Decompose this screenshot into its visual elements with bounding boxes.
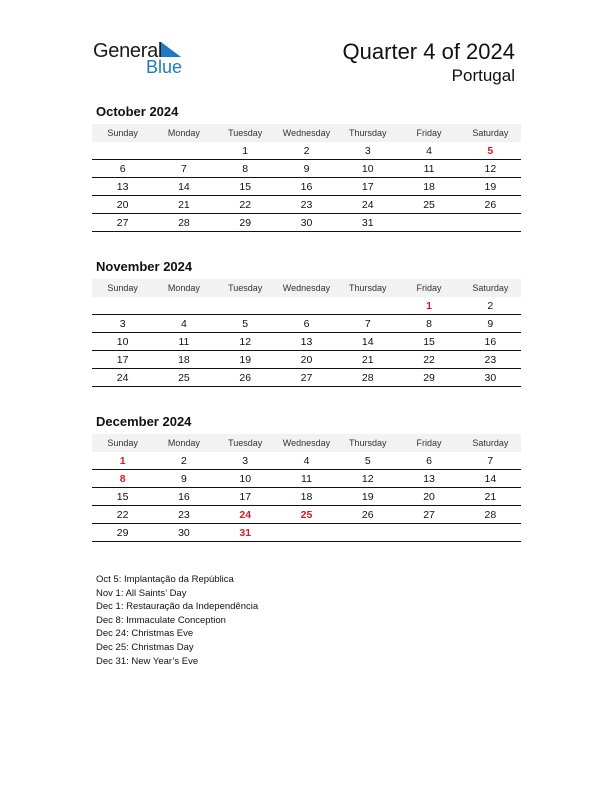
weekday-header: Sunday <box>92 434 153 452</box>
day-cell: 27 <box>92 214 153 232</box>
holiday-day-cell: 31 <box>215 524 276 542</box>
weekday-header: Friday <box>398 279 459 297</box>
holiday-notes <box>96 573 258 668</box>
weekday-header: Thursday <box>337 124 398 142</box>
day-cell: 13 <box>276 333 337 351</box>
logo-triangle-icon <box>161 42 181 57</box>
week-row <box>92 506 521 524</box>
day-cell: 9 <box>276 160 337 178</box>
day-cell: 22 <box>92 506 153 524</box>
country-name: Portugal <box>451 66 515 85</box>
day-cell: 30 <box>460 369 521 387</box>
month-title: October 2024 <box>96 104 179 119</box>
holiday-day-cell: 1 <box>92 452 153 470</box>
day-cell: 19 <box>460 178 521 196</box>
empty-cell <box>460 524 521 542</box>
empty-cell <box>337 297 398 315</box>
holiday-note: Dec 24: Christmas Eve <box>96 628 194 640</box>
day-cell: 4 <box>398 142 459 160</box>
day-cell: 30 <box>153 524 214 542</box>
day-cell: 7 <box>460 452 521 470</box>
week-row <box>92 333 521 351</box>
weekday-header: Friday <box>398 124 459 142</box>
week-row <box>92 470 521 488</box>
day-cell: 27 <box>276 369 337 387</box>
week-row <box>92 369 521 387</box>
week-row <box>92 196 521 214</box>
day-cell: 15 <box>92 488 153 506</box>
day-cell: 3 <box>215 452 276 470</box>
holiday-note: Nov 1: All Saints’ Day <box>96 587 187 599</box>
day-cell: 23 <box>153 506 214 524</box>
weekday-header: Monday <box>153 279 214 297</box>
day-cell: 21 <box>337 351 398 369</box>
day-cell: 4 <box>276 452 337 470</box>
weekday-header: Wednesday <box>276 434 337 452</box>
day-cell: 20 <box>276 351 337 369</box>
day-cell: 11 <box>153 333 214 351</box>
day-cell: 9 <box>460 315 521 333</box>
day-cell: 25 <box>398 196 459 214</box>
empty-cell <box>153 297 214 315</box>
day-cell: 17 <box>215 488 276 506</box>
day-cell: 22 <box>398 351 459 369</box>
day-cell: 28 <box>153 214 214 232</box>
day-cell: 6 <box>276 315 337 333</box>
empty-cell <box>276 524 337 542</box>
week-row <box>92 160 521 178</box>
empty-cell <box>215 297 276 315</box>
holiday-day-cell: 1 <box>398 297 459 315</box>
day-cell: 28 <box>337 369 398 387</box>
weekday-header: Tuesday <box>215 124 276 142</box>
page-title: Quarter 4 of 2024 <box>342 39 515 64</box>
holiday-note: Oct 5: Implantação da República <box>96 574 234 585</box>
day-cell: 28 <box>460 506 521 524</box>
day-cell: 3 <box>337 142 398 160</box>
day-cell: 13 <box>398 470 459 488</box>
empty-cell <box>92 297 153 315</box>
holiday-note: Dec 31: New Year’s Eve <box>96 655 199 667</box>
day-cell: 1 <box>215 142 276 160</box>
day-cell: 29 <box>92 524 153 542</box>
day-cell: 9 <box>153 470 214 488</box>
logo-text-blue: Blue <box>146 57 183 77</box>
day-cell: 15 <box>215 178 276 196</box>
weekday-header: Wednesday <box>276 124 337 142</box>
month-title: December 2024 <box>96 414 192 429</box>
day-cell: 20 <box>398 488 459 506</box>
day-cell: 31 <box>337 214 398 232</box>
day-cell: 6 <box>92 160 153 178</box>
weekday-header: Saturday <box>460 434 521 452</box>
weekday-header: Saturday <box>460 124 521 142</box>
holiday-note: Dec 8: Immaculate Conception <box>96 614 226 626</box>
day-cell: 8 <box>398 315 459 333</box>
day-cell: 19 <box>215 351 276 369</box>
day-cell: 4 <box>153 315 214 333</box>
empty-cell <box>153 142 214 160</box>
calendar-grid <box>92 434 521 542</box>
day-cell: 6 <box>398 452 459 470</box>
day-cell: 14 <box>153 178 214 196</box>
day-cell: 7 <box>337 315 398 333</box>
week-row <box>92 214 521 232</box>
empty-cell <box>398 214 459 232</box>
holiday-day-cell: 8 <box>92 470 153 488</box>
day-cell: 14 <box>337 333 398 351</box>
day-cell: 21 <box>460 488 521 506</box>
day-cell: 10 <box>92 333 153 351</box>
day-cell: 12 <box>337 470 398 488</box>
weekday-header: Thursday <box>337 434 398 452</box>
calendar-grid <box>92 124 521 232</box>
weekday-header: Thursday <box>337 279 398 297</box>
holiday-note: Dec 1: Restauração da Independência <box>96 601 259 613</box>
day-cell: 18 <box>153 351 214 369</box>
week-row <box>92 351 521 369</box>
day-cell: 30 <box>276 214 337 232</box>
weekday-header: Monday <box>153 434 214 452</box>
day-cell: 3 <box>92 315 153 333</box>
weekday-header: Tuesday <box>215 434 276 452</box>
day-cell: 18 <box>276 488 337 506</box>
weekday-header: Monday <box>153 124 214 142</box>
weekday-header: Friday <box>398 434 459 452</box>
day-cell: 17 <box>337 178 398 196</box>
logo-text-general: General <box>93 40 163 62</box>
day-cell: 8 <box>215 160 276 178</box>
week-row <box>92 315 521 333</box>
day-cell: 19 <box>337 488 398 506</box>
day-cell: 10 <box>215 470 276 488</box>
empty-cell <box>398 524 459 542</box>
week-row <box>92 178 521 196</box>
weekday-header: Tuesday <box>215 279 276 297</box>
day-cell: 23 <box>460 351 521 369</box>
month-title: November 2024 <box>96 259 193 274</box>
day-cell: 10 <box>337 160 398 178</box>
day-cell: 27 <box>398 506 459 524</box>
day-cell: 29 <box>215 214 276 232</box>
day-cell: 11 <box>398 160 459 178</box>
week-row <box>92 524 521 542</box>
day-cell: 20 <box>92 196 153 214</box>
week-row <box>92 297 521 315</box>
weekday-header: Sunday <box>92 279 153 297</box>
empty-cell <box>460 214 521 232</box>
day-cell: 26 <box>337 506 398 524</box>
day-cell: 21 <box>153 196 214 214</box>
day-cell: 17 <box>92 351 153 369</box>
month-december <box>92 414 521 542</box>
day-cell: 13 <box>92 178 153 196</box>
holiday-day-cell: 5 <box>460 142 521 160</box>
month-november <box>92 259 521 387</box>
day-cell: 12 <box>460 160 521 178</box>
week-row <box>92 452 521 470</box>
day-cell: 12 <box>215 333 276 351</box>
day-cell: 16 <box>276 178 337 196</box>
weekday-header: Saturday <box>460 279 521 297</box>
holiday-day-cell: 25 <box>276 506 337 524</box>
day-cell: 15 <box>398 333 459 351</box>
logo <box>93 40 193 80</box>
empty-cell <box>337 524 398 542</box>
day-cell: 2 <box>276 142 337 160</box>
month-october <box>92 104 521 232</box>
day-cell: 16 <box>153 488 214 506</box>
day-cell: 23 <box>276 196 337 214</box>
day-cell: 24 <box>337 196 398 214</box>
holiday-note: Dec 25: Christmas Day <box>96 641 194 653</box>
week-row <box>92 488 521 506</box>
day-cell: 26 <box>460 196 521 214</box>
day-cell: 18 <box>398 178 459 196</box>
day-cell: 11 <box>276 470 337 488</box>
day-cell: 26 <box>215 369 276 387</box>
day-cell: 2 <box>460 297 521 315</box>
day-cell: 25 <box>153 369 214 387</box>
empty-cell <box>92 142 153 160</box>
day-cell: 5 <box>215 315 276 333</box>
day-cell: 22 <box>215 196 276 214</box>
day-cell: 2 <box>153 452 214 470</box>
day-cell: 24 <box>92 369 153 387</box>
empty-cell <box>276 297 337 315</box>
weekday-header: Sunday <box>92 124 153 142</box>
calendar-grid <box>92 279 521 387</box>
day-cell: 16 <box>460 333 521 351</box>
day-cell: 5 <box>337 452 398 470</box>
weekday-header: Wednesday <box>276 279 337 297</box>
day-cell: 29 <box>398 369 459 387</box>
day-cell: 14 <box>460 470 521 488</box>
holiday-day-cell: 24 <box>215 506 276 524</box>
week-row <box>92 142 521 160</box>
day-cell: 7 <box>153 160 214 178</box>
